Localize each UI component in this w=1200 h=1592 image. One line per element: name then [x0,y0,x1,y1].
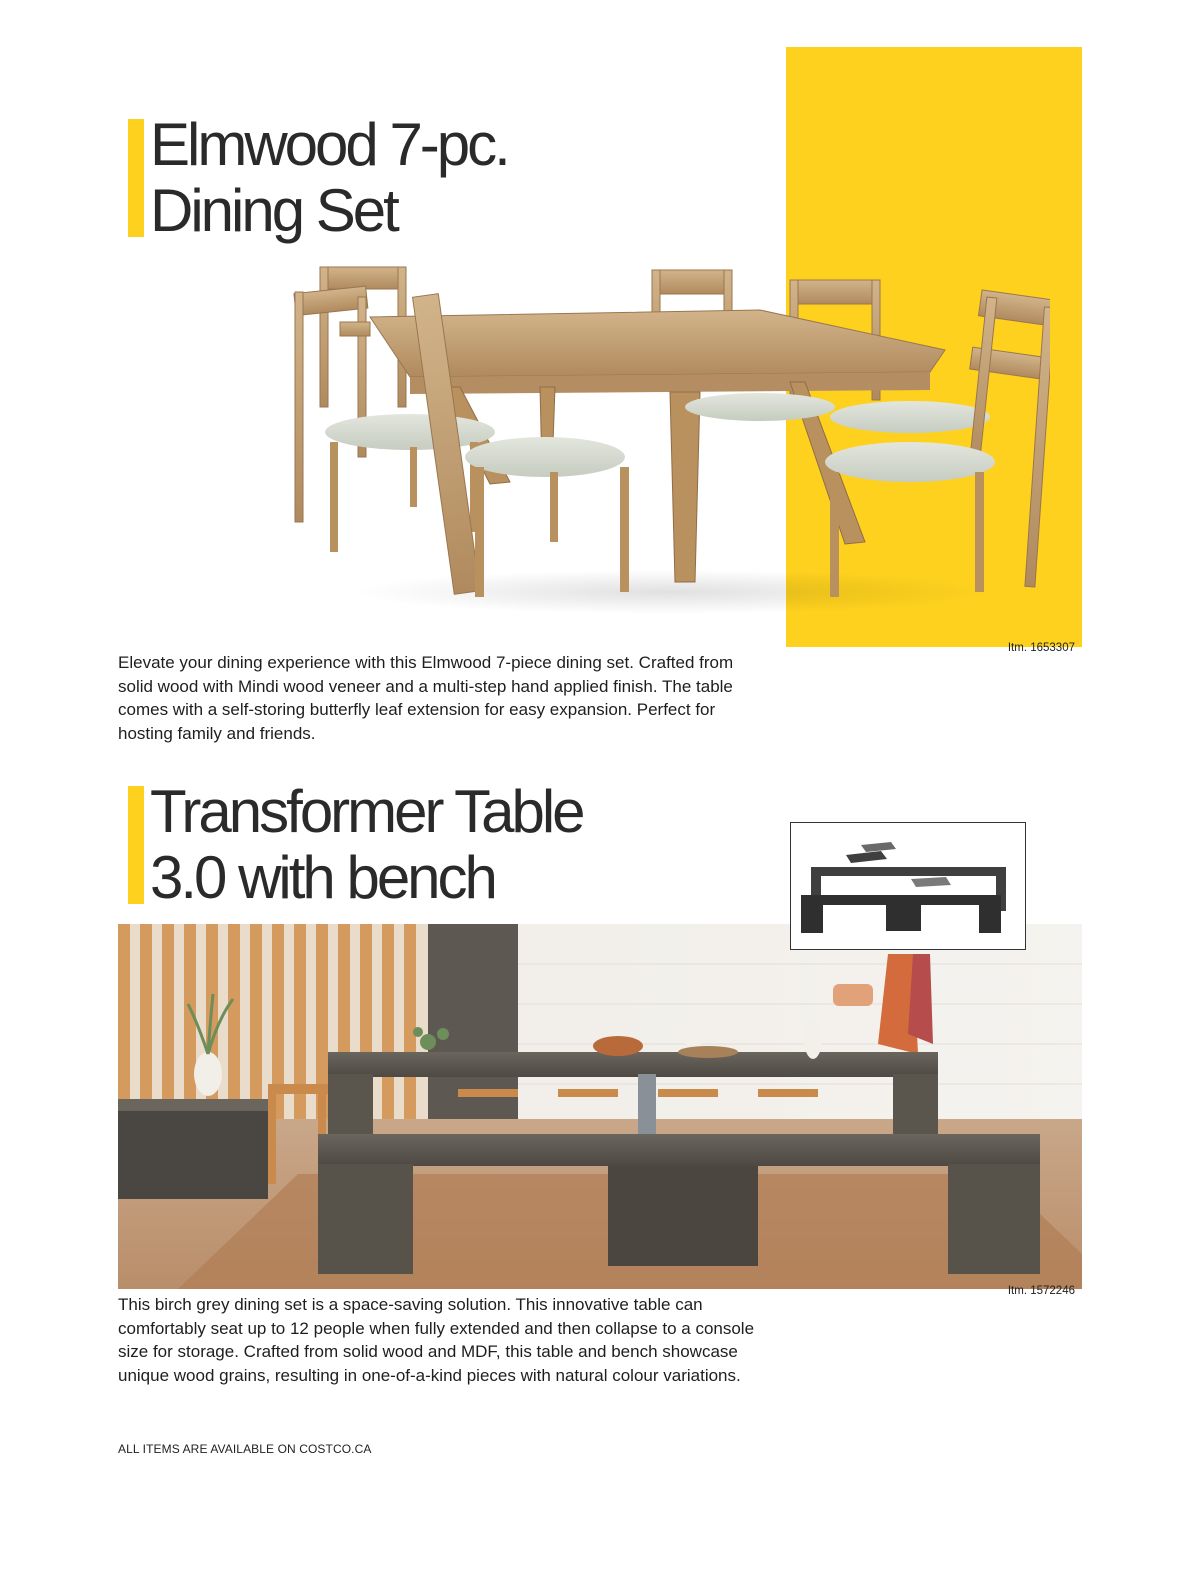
availability-footer: ALL ITEMS ARE AVAILABLE ON COSTCO.CA [118,1442,372,1456]
table-configuration-inset [790,822,1026,950]
title-line-1: Transformer Table [150,778,583,845]
title-accent-bar-2 [128,786,144,904]
product-description-1: Elevate your dining experience with this Elmwood 7-piece dining set. Crafted from solid wood with Mindi wood veneer and a multi-step hand applied finish. The table comes with a self-storing butterfly leaf extension for easy expansion. Perfect for hosting family and friends. [118,653,734,743]
product-title-elmwood [150,112,508,244]
product-description-2: This birch grey dining set is a space-saving solution. This innovative table can comfortably seat up to 12 people when fully extended and then collapse to a console size for storage. Crafted from solid wood and MDF, this table and bench showcase unique wood grains, resulting in one-of-a-kind pieces with natural colour variations. [118,1295,755,1385]
transformer-table-room-image [118,924,1082,1289]
title-line-1: Elmwood 7-pc. [150,111,508,178]
item-number-2: Itm. 1572246 [1007,1285,1075,1297]
title-line-2: 3.0 with bench [150,844,495,911]
item-number-1: Itm. 1653307 [1007,642,1075,654]
title-line-2: Dining Set [150,177,397,244]
title-accent-bar [128,119,144,237]
elmwood-dining-set-image [290,262,1050,622]
product-title-transformer [150,779,583,911]
